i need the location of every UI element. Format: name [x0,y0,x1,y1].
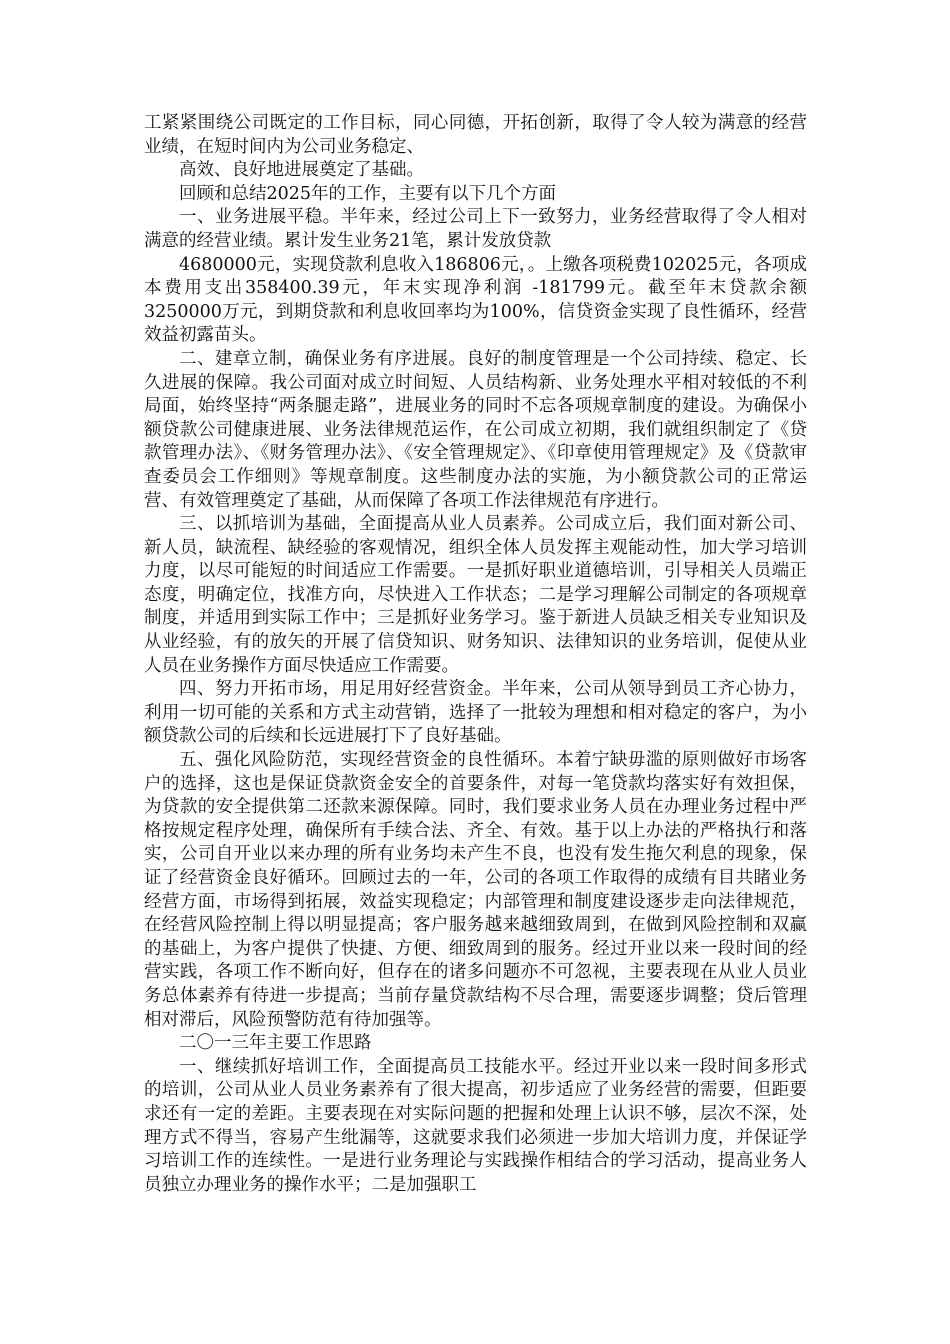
paragraph-plan-1: 一、继续抓好培训工作，全面提高员工技能水平。经过开业以来一段时间多形式的培训，公司从业人员业务素养有了很大提高，初步适应了业务经营的需要，但距要求还有一定的差距。主要表现在对实际问题的把握和处理上认识不够，层次不深，处理方式不得当，容易产生纰漏等，这就要求我们必须进一步加大培训力度，并保证学习培训工作的连续性。一是进行业务理论与实践操作相结合的学习活动，提高业务人员独立办理业务的操作水平；二是加强职工 [144,1056,807,1195]
paragraph-plan-heading: 二〇一三年主要工作思路 [179,1033,372,1054]
paragraph-section-4: 四、努力开拓市场，用足用好经营资金。半年来，公司从领导到员工齐心协力，利用一切可能的关系和方式主动营销，选择了一批较为理想和相对稳定的客户，为小额贷款公司的后续和长远进展打下了良好基础。 [144,679,807,747]
paragraph-intro-continued: 工紧紧围绕公司既定的工作目标，同心同德，开拓创新，取得了令人较为满意的经营业绩，在短时间内为公司业务稳定、 [144,113,807,157]
paragraph-section-2: 二、建章立制，确保业务有序进展。良好的制度管理是一个公司持续、稳定、长久进展的保障。我公司面对成立时间短、人员结构新、业务处理水平相对较低的不利局面，始终坚持“两条腿走路”，进展业务的同时不忘各项规章制度的建设。为确保小额贷款公司健康进展、业务法律规范运作，在公司成立初期，我们就组织制定了《贷款管理办法》、《财务管理办法》、《安全管理规定》、《印章使用管理规定》及《贷款审查委员会工作细则》等规章制度。这些制度办法的实施，为小额贷款公司的正常运营、有效管理奠定了基础，从而保障了各项工作法律规范有序进行。 [144,348,807,511]
paragraph-review-heading: 回顾和总结2025年的工作，主要有以下几个方面 [179,183,557,204]
paragraph-section-5: 五、强化风险防范，实现经营资金的良性循环。本着宁缺毋滥的原则做好市场客户的选择，这也是保证贷款资金安全的首要条件，对每一笔贷款均落实好有效担保，为贷款的安全提供第二还款来源保障。同时，我们要求业务人员在办理业务过程中严格按规定程序处理，确保所有手续合法、齐全、有效。基于以上办法的严格执行和落实，公司自开业以来办理的所有业务均未产生不良，也没有发生拖欠利息的现象，保证了经营资金良好循环。回顾过去的一年，公司的各项工作取得的成绩有目共睹业务经营方面，市场得到拓展，效益实现稳定；内部管理和制度建设逐步走向法律规范，在经营风险控制上得以明显提高；客户服务越来越细致周到，在做到风险控制和双赢的基础上，为客户提供了快捷、方便、细致周到的服务。经过开业以来一段时间的经营实践，各项工作不断向好，但存在的诸多问题亦不可忽视，主要表现在从业人员业务总体素养有待进一步提高；当前存量贷款结构不尽合理，需要逐步调整；贷后管理相对滞后，风险预警防范有待加强等。 [144,750,807,1030]
paragraph-intro-end: 高效、良好地进展奠定了基础。 [179,160,424,181]
document-body [144,112,807,1197]
paragraph-section-1: 一、业务进展平稳。半年来，经过公司上下一致努力，业务经营取得了令人相对满意的经营业绩。累计发生业务21笔，累计发放贷款 [144,207,807,251]
paragraph-section-3: 三、以抓培训为基础，全面提高从业人员素养。公司成立后，我们面对新公司、新人员，缺流程、缺经验的客观情况，组织全体人员发挥主观能动性，加大学习培训力度，以尽可能短的时间适应工作需要。一是抓好职业道德培训，引导相关人员端正态度，明确定位，找准方向，尽快进入工作状态；二是学习理解公司制定的各项规章制度，并适用到实际工作中；三是抓好业务学习。鉴于新进人员缺乏相关专业知识及从业经验，有的放矢的开展了信贷知识、财务知识、法律知识的业务培训，促使从业人员在业务操作方面尽快适应工作需要。 [144,514,807,676]
paragraph-section-1-figures: 4680000元，实现贷款利息收入186806元，。上缴各项税费102025元，各项成本费用支出358400.39元，年末实现净利润 -181799元。截至年末贷款余额3250000万元，到期贷款和利息收回率均为100%，信贷资金实现了良性循环，经营效益初露苗头。 [144,254,807,346]
